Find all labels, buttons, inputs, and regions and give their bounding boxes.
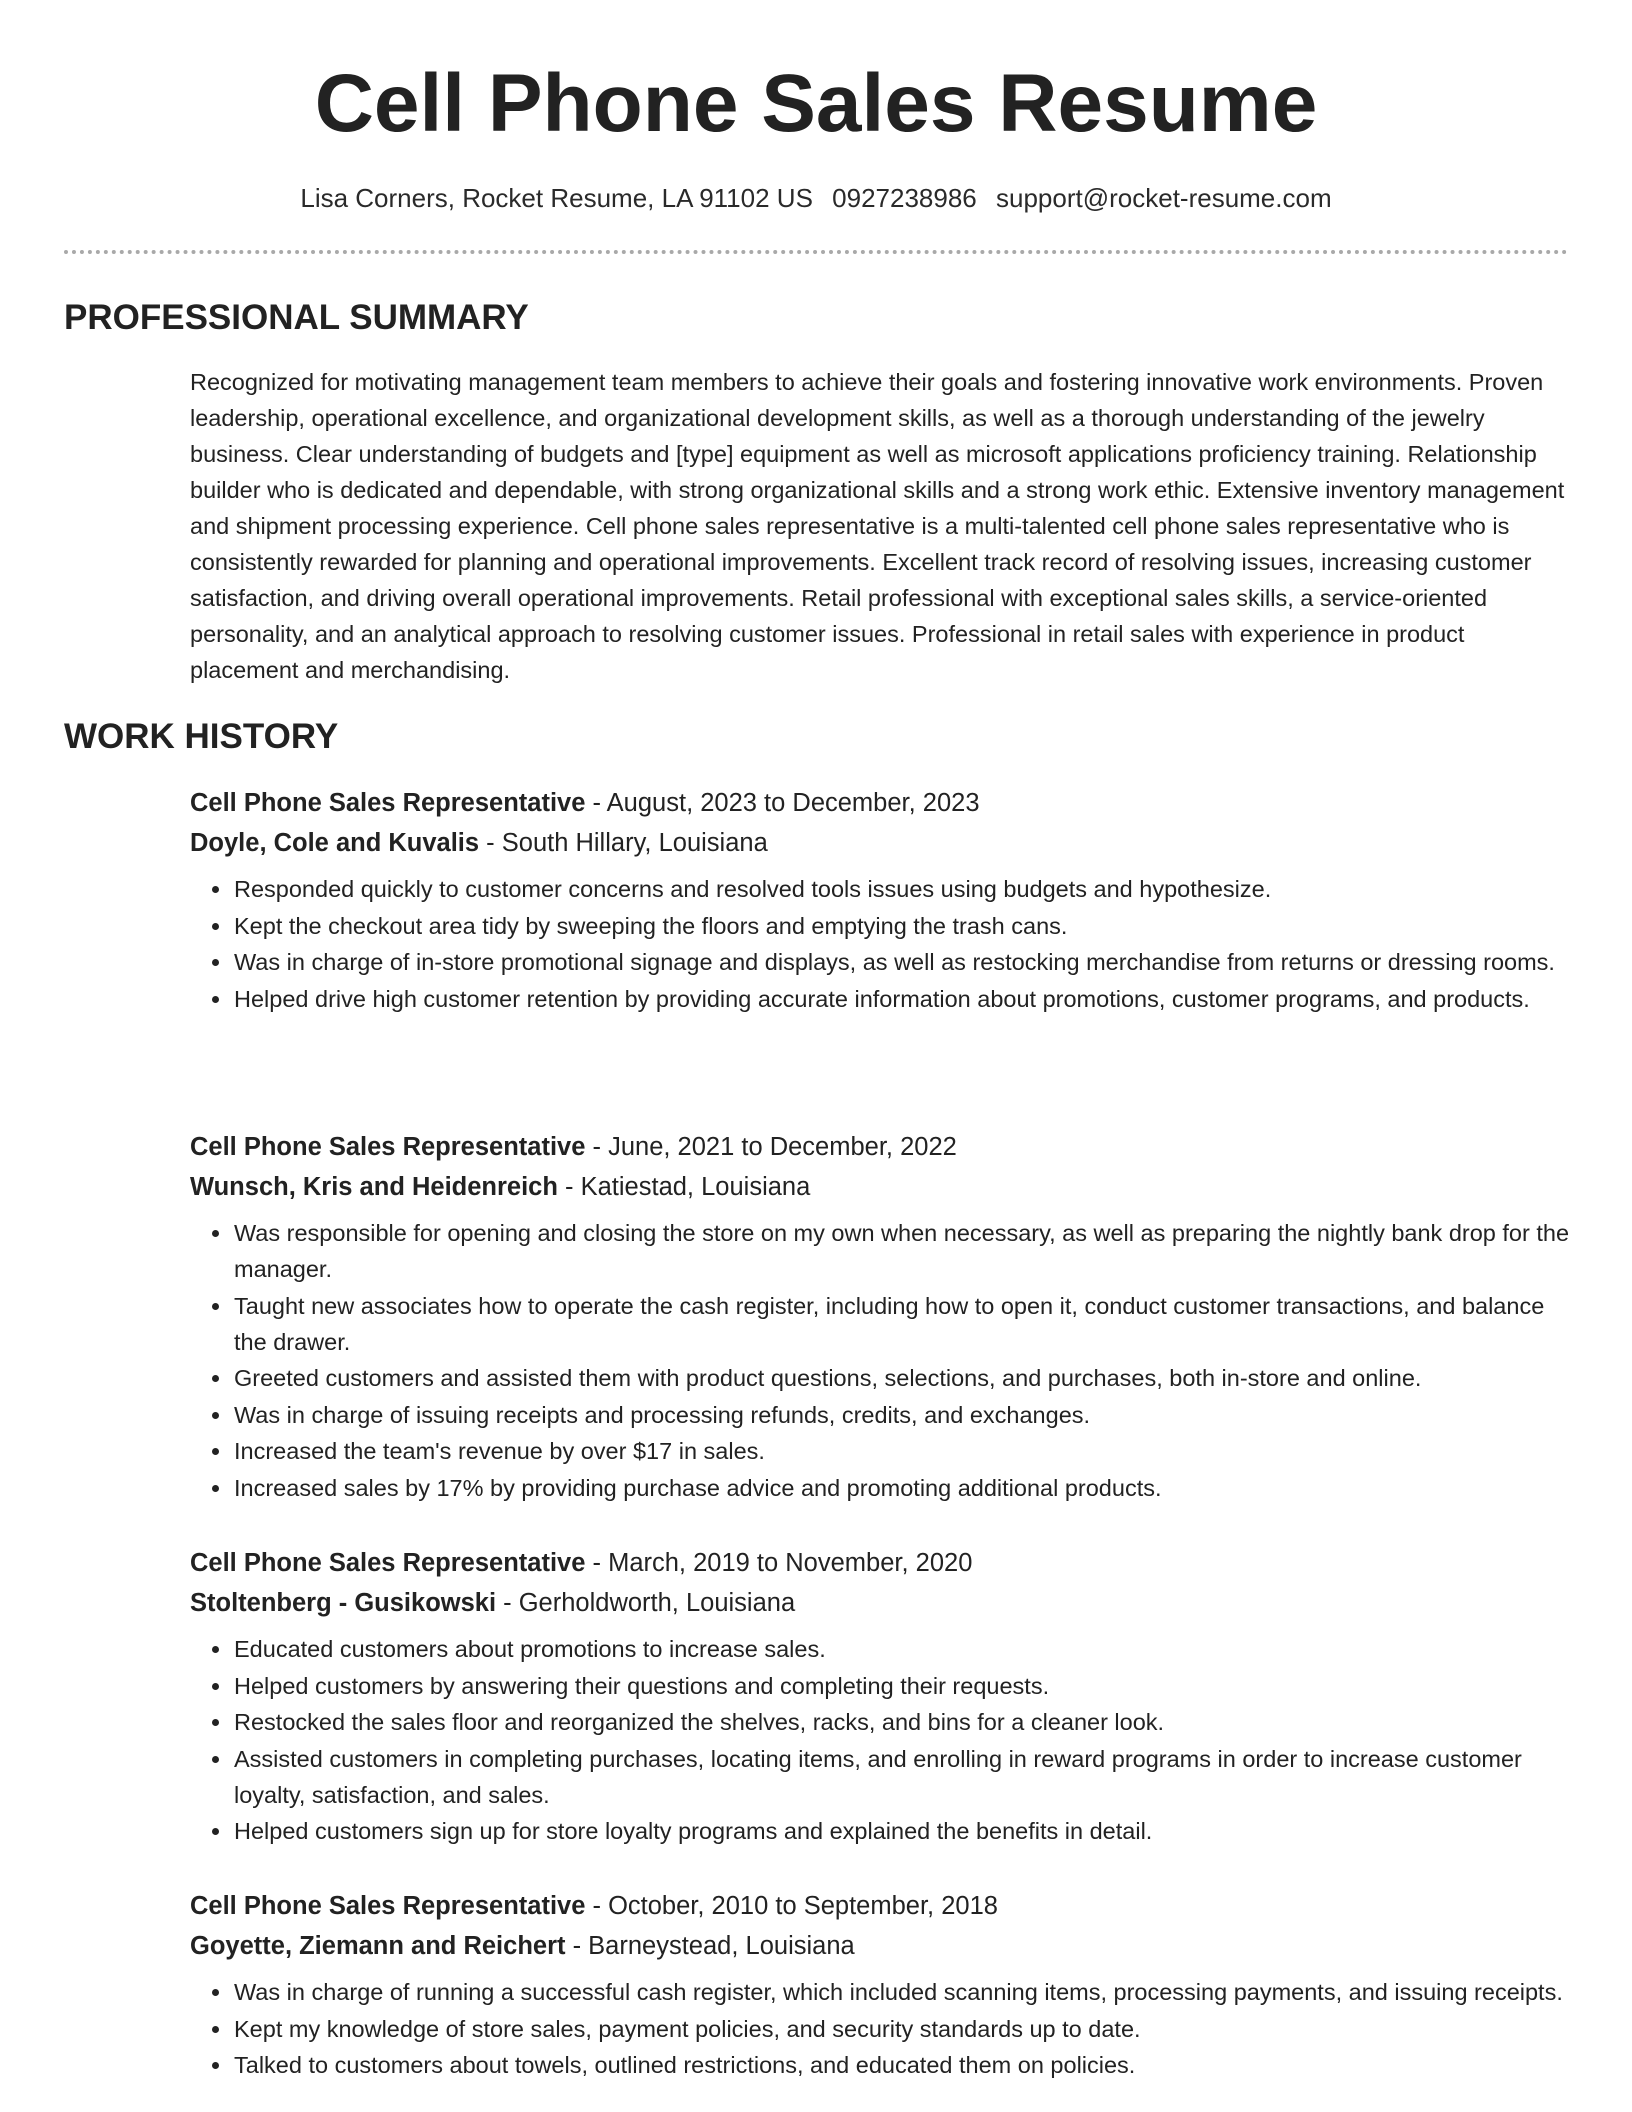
resume-title: Cell Phone Sales Resume — [314, 58, 1318, 149]
job-company: Goyette, Ziemann and Reichert — [190, 1932, 566, 1960]
job-bullet: • Helped customers by answering their questions and completing their requests. — [233, 1668, 1570, 1704]
job-company: Stoltenberg - Gusikowski — [190, 1589, 497, 1617]
job-title: Cell Phone Sales Representative — [190, 1892, 586, 1920]
job-bullet: • Greeted customers and assisted them with product questions, selections, and purchases, both in-store and online. — [233, 1360, 1570, 1396]
job-company-line — [190, 1583, 1570, 1623]
job-company-line — [190, 1926, 1570, 1966]
job-dates: - October, 2010 to September, 2018 — [585, 1892, 998, 1920]
job-bullets — [190, 1974, 1570, 2083]
professional-summary-text: Recognized for motivating management team members to achieve their goals and fostering innovative work environments. Proven leadership, operational excellence, and organizational development skills, as well as a thorough understanding of the jewelry business. Clear understanding of budgets and [type] equipment as well as microsoft applications proficiency training. Relationship builder who is dedicated and dependable, with strong organizational skills and a strong work ethic. Extensive inventory management and shipment processing experience. Cell phone sales representative is a multi-talented cell phone sales representative who is consistently rewarded for planning and operational improvements. Excellent track record of resolving issues, increasing customer satisfaction, and driving overall operational improvements. Retail professional with exceptional sales skills, a service-oriented personality, and an analytical approach to resolving customer issues. Professional in retail sales with experience in product placement and merchandising. — [190, 369, 1565, 683]
professional-summary-heading: PROFESSIONAL SUMMARY — [64, 298, 529, 337]
job-location: - Katiestad, Louisiana — [557, 1173, 811, 1201]
job-company: Doyle, Cole and Kuvalis — [190, 829, 480, 857]
job-title: Cell Phone Sales Representative — [190, 1133, 586, 1161]
contact-phone: 0927238986 — [832, 183, 977, 213]
job-bullet: • Taught new associates how to operate the cash register, including how to open it, conduct customer transactions, and balance the drawer. — [233, 1288, 1570, 1360]
job-bullet: • Restocked the sales floor and reorganized the shelves, racks, and bins for a cleaner look. — [233, 1704, 1570, 1740]
job-entry — [190, 1543, 1570, 1850]
contact-address: Lisa Corners, Rocket Resume, LA 91102 US — [300, 183, 813, 213]
job-bullet: • Increased the team's revenue by over $17 in sales. — [233, 1433, 1570, 1469]
job-title-line — [190, 783, 1570, 823]
job-location: - Barneystead, Louisiana — [565, 1932, 855, 1960]
job-bullet: • Was responsible for opening and closing the store on my own when necessary, as well as preparing the nightly bank drop for the manager. — [233, 1215, 1570, 1287]
contact-email: support@rocket-resume.com — [996, 183, 1332, 213]
job-dates: - August, 2023 to December, 2023 — [585, 789, 980, 817]
job-bullet: • Was in charge of running a successful cash register, which included scanning items, processing payments, and issuing receipts. — [233, 1974, 1570, 2010]
job-bullets — [190, 1631, 1570, 1849]
job-bullets — [190, 1215, 1570, 1506]
job-title: Cell Phone Sales Representative — [190, 1549, 586, 1577]
job-entry — [190, 1886, 1570, 2084]
contact-line — [0, 180, 1632, 216]
job-dates: - March, 2019 to November, 2020 — [585, 1549, 973, 1577]
job-bullet: • Kept the checkout area tidy by sweeping the floors and emptying the trash cans. — [233, 908, 1570, 944]
job-bullet: • Was in charge of issuing receipts and processing refunds, credits, and exchanges. — [233, 1397, 1570, 1433]
job-entry — [190, 1127, 1570, 1506]
job-bullet: • Responded quickly to customer concerns and resolved tools issues using budgets and hypothesize. — [233, 871, 1570, 907]
job-bullet: • Assisted customers in completing purchases, locating items, and enrolling in reward programs in order to increase customer loyalty, satisfaction, and sales. — [233, 1741, 1570, 1813]
job-location: - South Hillary, Louisiana — [479, 829, 768, 857]
job-title-line — [190, 1886, 1570, 1926]
job-bullet: • Increased sales by 17% by providing purchase advice and promoting additional products. — [233, 1470, 1570, 1506]
job-bullet: • Helped customers sign up for store loyalty programs and explained the benefits in detail. — [233, 1813, 1570, 1849]
work-history-heading: WORK HISTORY — [64, 717, 339, 756]
job-bullet: • Talked to customers about towels, outlined restrictions, and educated them on policies. — [233, 2047, 1570, 2083]
job-company-line — [190, 823, 1570, 863]
job-bullets — [190, 871, 1570, 1017]
job-dates: - June, 2021 to December, 2022 — [585, 1133, 957, 1161]
job-bullet: • Helped drive high customer retention by providing accurate information about promotions, customer programs, and products. — [233, 981, 1570, 1017]
job-title: Cell Phone Sales Representative — [190, 789, 586, 817]
job-location: - Gerholdworth, Louisiana — [496, 1589, 796, 1617]
job-title-line — [190, 1127, 1570, 1167]
job-entry — [190, 783, 1570, 1017]
job-company: Wunsch, Kris and Heidenreich — [190, 1173, 558, 1201]
header-divider — [64, 250, 1568, 254]
job-bullet: • Kept my knowledge of store sales, payment policies, and security standards up to date. — [233, 2011, 1570, 2047]
job-title-line — [190, 1543, 1570, 1583]
job-company-line — [190, 1167, 1570, 1207]
job-bullet: • Educated customers about promotions to increase sales. — [233, 1631, 1570, 1667]
job-bullet: • Was in charge of in-store promotional signage and displays, as well as restocking merchandise from returns or dressing rooms. — [233, 944, 1570, 980]
